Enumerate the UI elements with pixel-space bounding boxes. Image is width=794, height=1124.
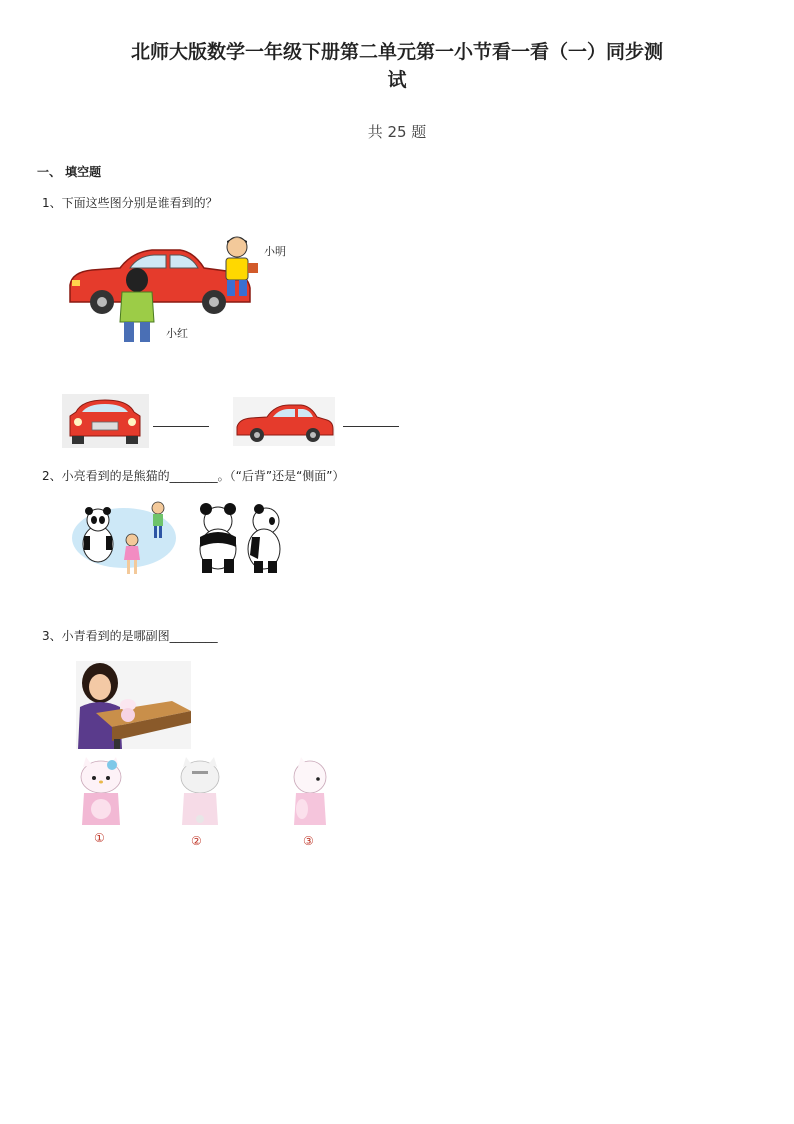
label-xiaohong: 小红 xyxy=(166,327,188,340)
panda-back-and-side-images xyxy=(196,503,288,575)
document-title xyxy=(60,38,734,94)
answer-blank-2[interactable] xyxy=(343,425,399,427)
option-3-label: ③ xyxy=(303,834,314,848)
car-side-view-image xyxy=(233,397,335,446)
label-xiaoming: 小明 xyxy=(264,245,286,258)
question-3-text: 3、小青看到的是哪副图________ xyxy=(42,629,218,643)
title-line-2: 试 xyxy=(387,69,407,91)
car-front-view-image xyxy=(62,394,149,448)
option-2-label: ② xyxy=(191,834,202,848)
answer-blank-1[interactable] xyxy=(153,425,209,427)
section-heading: 一、 填空题 xyxy=(37,165,102,179)
option-1-label: ① xyxy=(94,831,105,845)
girl-at-desk-photo xyxy=(76,661,191,749)
question-1-text: 1、下面这些图分别是谁看到的？ xyxy=(42,196,218,210)
question-2-text: 2、小亮看到的是熊猫的________。（“后背”还是“侧面”） xyxy=(42,469,345,483)
title-line-1: 北师大版数学一年级下册第二单元第一小节看一看（一）同步测 xyxy=(130,41,663,63)
kitty-front-view-image xyxy=(76,757,126,829)
boy-xiaoming-illustration xyxy=(212,235,262,307)
panda-scene-illustration xyxy=(70,496,178,580)
question-count: 共 25 题 xyxy=(367,123,427,141)
kitty-side-view-image xyxy=(288,757,334,829)
kitty-back-view-image xyxy=(176,757,224,829)
